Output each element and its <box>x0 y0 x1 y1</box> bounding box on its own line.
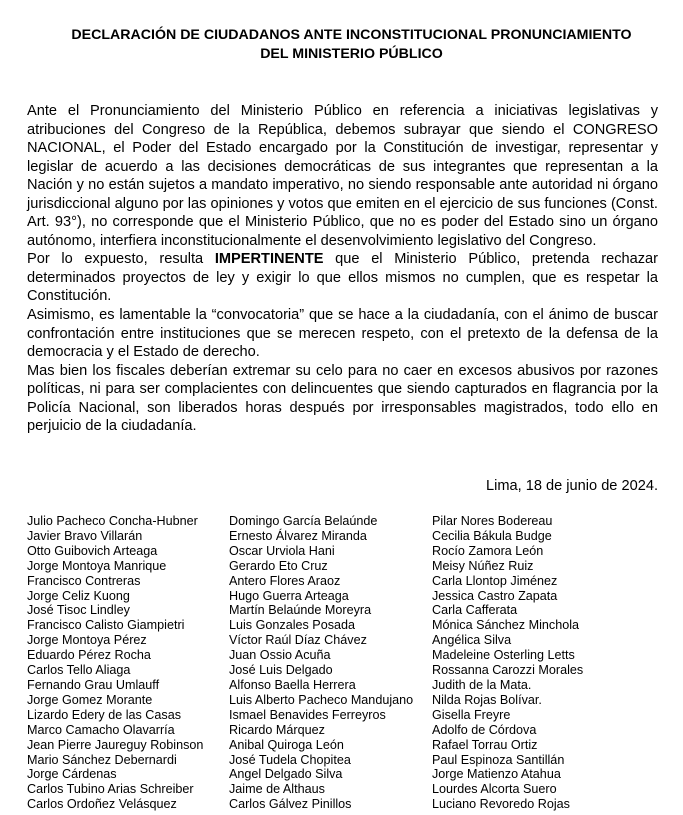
paragraph-2 <box>27 250 658 306</box>
signatory-name: Angel Delgado Silva <box>229 767 343 782</box>
signatories-column-3 <box>432 514 583 812</box>
signatory-name: Oscar Urviola Hani <box>229 543 335 558</box>
signatory-name: Luciano Revoredo Rojas <box>432 797 570 812</box>
signatory-name: Marco Camacho Olavarría <box>27 722 175 737</box>
title-line-1: DECLARACIÓN DE CIUDADANOS ANTE INCONSTITUCIONAL PRONUNCIAMIENTO <box>71 27 632 43</box>
signatory-name: Meisy Núñez Ruiz <box>432 558 534 573</box>
title-line-2: DEL MINISTERIO PÚBLICO <box>260 46 443 62</box>
paragraph-1: Ante el Pronunciamiento del Ministerio Público en referencia a iniciativas legislativas y atribuciones del Congreso de la República, debemos subrayar que siendo el CONGRESO NACIONAL, el Poder del Estado encargado por la Constitución de investigar, representar y legislar de acuerdo a las decisiones democráticas de sus integrantes que representan a la Nación y no están sujetos a mandato imperativo, no siendo responsable ante autoridad ni órgano jurisdiccional alguno por las opiniones y votos que emiten en el ejercicio de sus funciones (Const. Art. 93°), no corresponde que el Ministerio Público, que no es poder del Estado sino un órgano autónomo, interfiera inconstitucionalmente el desenvolvimiento legislativo del Congreso. <box>27 103 658 249</box>
paragraph-2-end: que el Ministerio Público, pretenda rechazar determinados proyectos de ley y exigir lo que ellos mismos no cumplen, que es respetar la Constitución. <box>27 251 658 305</box>
document-title <box>30 26 673 64</box>
signatory-name: Juan Ossio Acuña <box>229 648 331 663</box>
signatory-name: Carlos Tello Aliaga <box>27 663 131 678</box>
signatory-name: Jean Pierre Jaureguy Robinson <box>27 737 204 752</box>
signatory-name: Julio Pacheco Concha-Hubner <box>27 514 198 528</box>
signatory-name: Mario Sánchez Debernardi <box>27 752 177 767</box>
signatory-name: Cecilia Bákula Budge <box>432 528 552 543</box>
paragraph-3: Asimismo, es lamentable la “convocatoria” que se hace a la ciudadanía, con el ánimo de buscar confrontación entre instituciones que se merecen respeto, con el pretexto de la defensa de la democracia y el Estado de derecho. <box>27 307 658 361</box>
signatory-name: Ricardo Márquez <box>229 722 325 737</box>
signatory-name: José Tisoc Lindley <box>27 603 130 618</box>
signatory-name: Rossanna Carozzi Morales <box>432 663 584 678</box>
signatory-name: Paul Espinoza Santillán <box>432 752 565 767</box>
signatory-name: Domingo García Belaúnde <box>229 514 378 528</box>
signatory-name: Jorge Celiz Kuong <box>27 588 130 603</box>
signatory-name: Luis Alberto Pacheco Mandujano <box>229 692 414 707</box>
signatory-name: Angélica Silva <box>432 633 512 648</box>
signatory-name: Nilda Rojas Bolívar. <box>432 692 542 707</box>
signatory-name: Jorge Gomez Morante <box>27 692 153 707</box>
signatory-name: José Luis Delgado <box>229 663 333 678</box>
signatory-name: Jorge Matienzo Atahua <box>432 767 561 782</box>
signatory-name: Gerardo Eto Cruz <box>229 558 328 573</box>
signatories-column-2 <box>229 514 413 812</box>
signatory-name: José Tudela Chopitea <box>229 752 351 767</box>
signatory-name: Carlos Gálvez Pinillos <box>229 797 352 812</box>
signatory-name: Anibal Quiroga León <box>229 737 344 752</box>
signatory-name: Gisella Freyre <box>432 707 511 722</box>
impertinente-emphasis: IMPERTINENTE <box>214 251 324 268</box>
signatory-name: Francisco Contreras <box>27 573 141 588</box>
signatory-name: Lourdes Alcorta Suero <box>432 782 557 797</box>
signatory-name: Otto Guibovich Arteaga <box>27 543 158 558</box>
signatory-name: Luis Gonzales Posada <box>229 618 356 633</box>
signatory-name: Ernesto Álvarez Miranda <box>229 528 367 543</box>
signatory-name: Jorge Montoya Manrique <box>27 558 167 573</box>
signatory-name: Carla Cafferata <box>432 603 518 618</box>
signatory-name: Mónica Sánchez Minchola <box>432 618 580 633</box>
signatory-name: Hugo Guerra Arteaga <box>229 588 349 603</box>
signatory-name: Eduardo Pérez Rocha <box>27 648 151 663</box>
signatory-name: Carla Llontop Jiménez <box>432 573 558 588</box>
signatory-name: Carlos Tubino Arias Schreiber <box>27 782 194 797</box>
signatory-name: Lizardo Edery de las Casas <box>27 707 182 722</box>
signatory-name: Rocío Zamora León <box>432 543 544 558</box>
paragraph-4: Mas bien los fiscales deberían extremar su celo para no caer en excesos abusivos por razones políticas, ni para ser complacientes con delincuentes que siendo capturados en flagrancia por la Policía Nacional, son liberados horas después por irresponsables magistrados, todo ello en perjuicio de la ciudadanía. <box>27 362 658 435</box>
signatory-name: Jessica Castro Zapata <box>432 588 558 603</box>
signatories-column-1 <box>27 514 203 812</box>
document-date: Lima, 18 de junio de 2024. <box>485 478 658 494</box>
signatory-name: Javier Bravo Villarán <box>27 528 143 543</box>
signatory-name: Pilar Nores Bodereau <box>432 514 553 528</box>
paragraph-2-start: Por lo expuesto, resulta <box>27 251 215 268</box>
signatory-name: Madeleine Osterling Letts <box>432 648 575 663</box>
signatory-name: Ismael Benavides Ferreyros <box>229 707 386 722</box>
signatory-name: Carlos Ordoñez Velásquez <box>27 797 177 812</box>
signatory-name: Antero Flores Araoz <box>229 573 341 588</box>
signatory-name: Judith de la Mata. <box>432 677 532 692</box>
signatory-name: Alfonso Baella Herrera <box>229 677 356 692</box>
signatory-name: Martín Belaúnde Moreyra <box>229 603 372 618</box>
signatory-name: Jaime de Althaus <box>229 782 325 797</box>
signatory-name: Rafael Torrau Ortiz <box>432 737 538 752</box>
signatory-name: Fernando Grau Umlauff <box>27 677 160 692</box>
signatory-name: Adolfo de Córdova <box>432 722 537 737</box>
signatory-name: Jorge Montoya Pérez <box>27 633 147 648</box>
signatory-name: Jorge Cárdenas <box>27 767 117 782</box>
signatory-name: Víctor Raúl Díaz Chávez <box>229 633 367 648</box>
signatory-name: Francisco Calisto Giampietri <box>27 618 185 633</box>
declaration-body <box>27 102 658 436</box>
